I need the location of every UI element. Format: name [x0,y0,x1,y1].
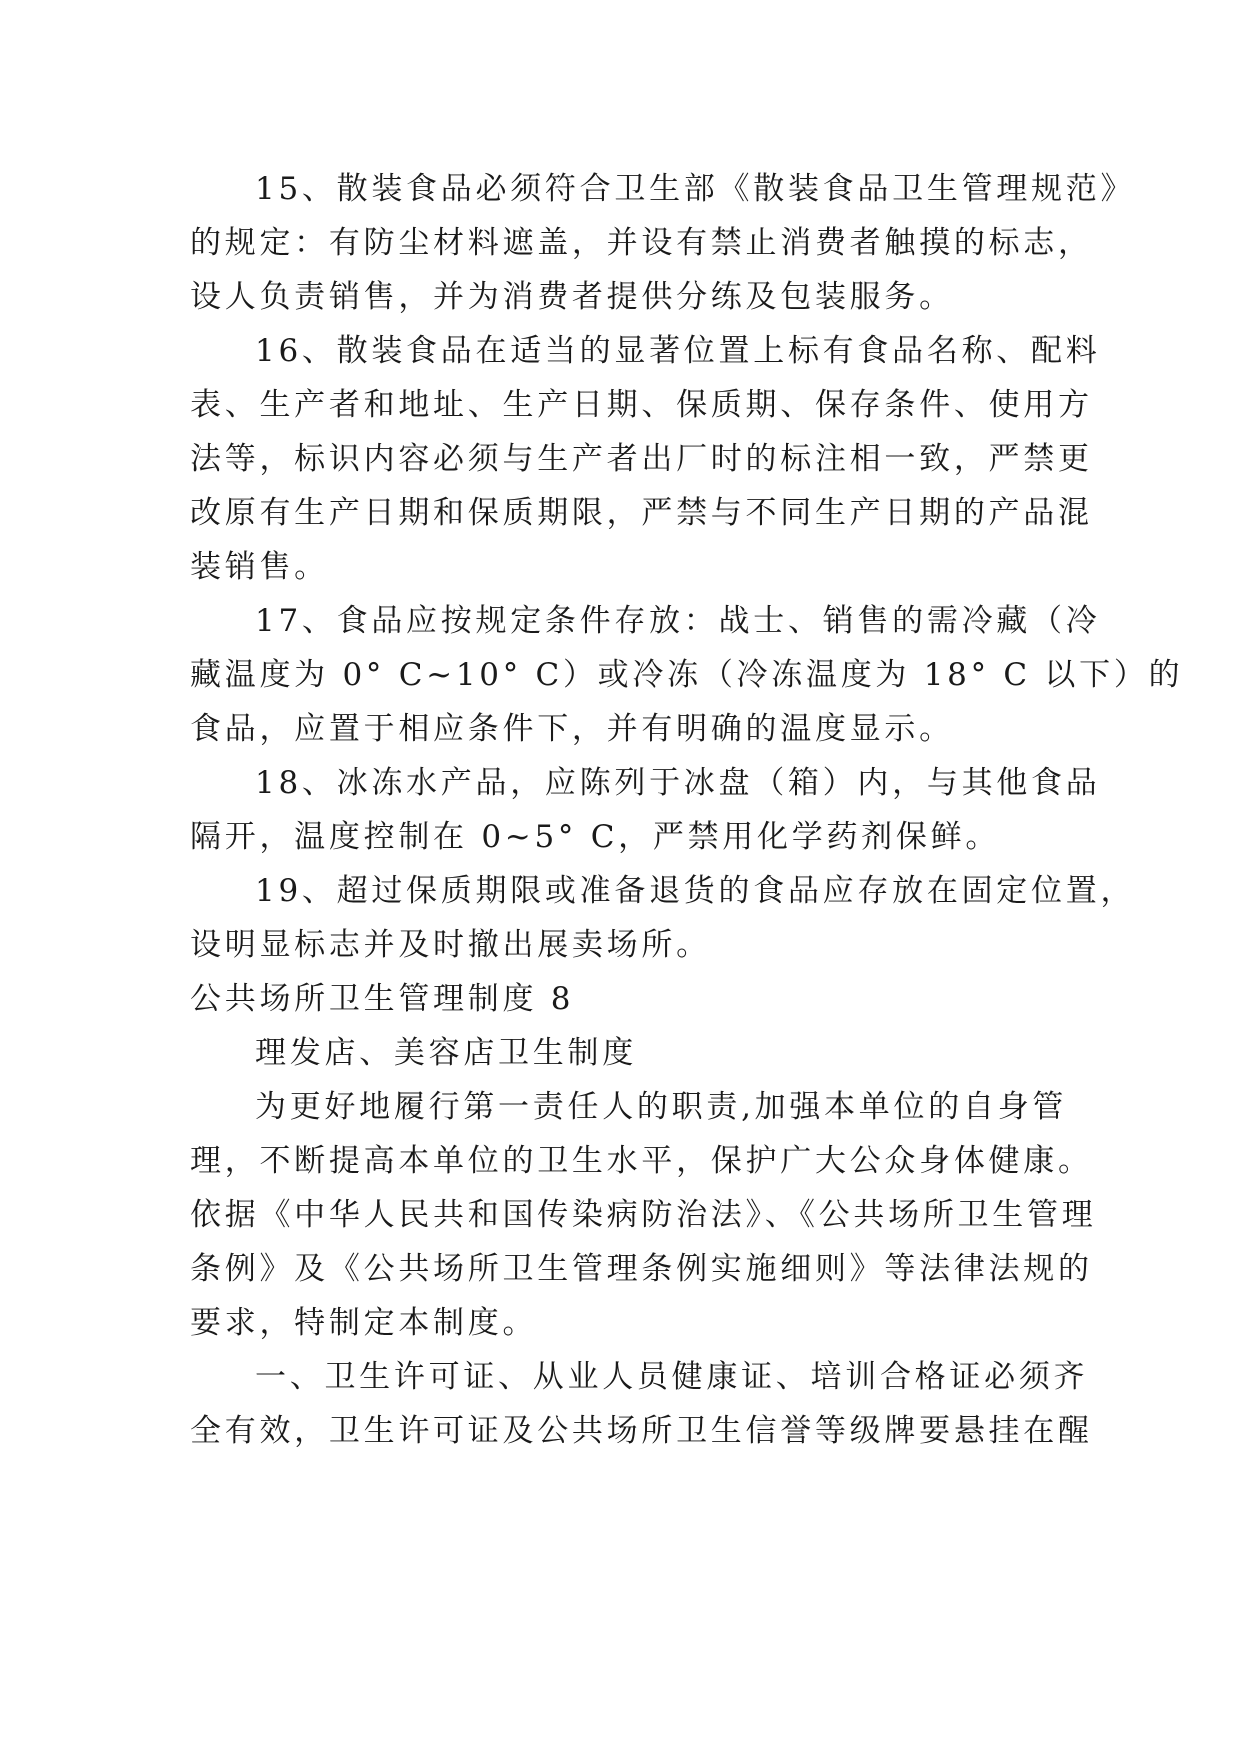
text-line: 改原有生产日期和保质期限，严禁与不同生产日期的产品混 [190,495,1093,531]
section-title: 公共场所卫生管理制度 8 [190,981,575,1017]
text-line: 条例》及《公共场所卫生管理条例实施细则》等法律法规的 [190,1251,1093,1287]
text-line: 法等，标识内容必须与生产者出厂时的标注相一致，严禁更 [190,441,1093,477]
text-line: 食品，应置于相应条件下，并有明确的温度显示。 [190,711,954,747]
text-line: 要求，特制定本制度。 [190,1305,538,1341]
text-line: 18、冰冻水产品，应陈列于冰盘（箱）内，与其他食品 [255,765,1101,801]
text-line: 设明显标志并及时撤出展卖场所。 [190,927,711,963]
text-line: 装销售。 [190,549,329,585]
text-line: 19、超过保质期限或准备退货的食品应存放在固定位置， [255,873,1136,909]
section-subtitle: 理发店、美容店卫生制度 [255,1035,637,1071]
text-line: 16、散装食品在适当的显著位置上标有食品名称、配料 [255,333,1101,369]
text-line: 15、散装食品必须符合卫生部《散装食品卫生管理规范》 [255,171,1136,207]
text-line: 依据《中华人民共和国传染病防治法》、《公共场所卫生管理 [190,1197,1097,1233]
text-line: 17、食品应按规定条件存放：战士、销售的需冷藏（冷 [255,603,1101,639]
text-line: 隔开，温度控制在 0~5° C，严禁用化学药剂保鲜。 [190,819,1001,855]
text-line: 全有效，卫生许可证及公共场所卫生信誉等级牌要悬挂在醒 [190,1413,1093,1449]
text-line: 表、生产者和地址、生产日期、保质期、保存条件、使用方 [190,387,1093,423]
text-line: 藏温度为 0° C~10° C）或冷冻（冷冻温度为 18° C 以下）的 [190,657,1184,693]
text-line: 的规定：有防尘材料遮盖，并设有禁止消费者触摸的标志， [190,225,1093,261]
text-line: 理，不断提高本单位的卫生水平，保护广大公众身体健康。 [190,1143,1093,1179]
text-line: 一、卫生许可证、从业人员健康证、培训合格证必须齐 [255,1359,1089,1395]
text-line: 设人负责销售，并为消费者提供分练及包装服务。 [190,279,954,315]
text-line: 为更好地履行第一责任人的职责,加强本单位的自身管 [255,1089,1068,1125]
